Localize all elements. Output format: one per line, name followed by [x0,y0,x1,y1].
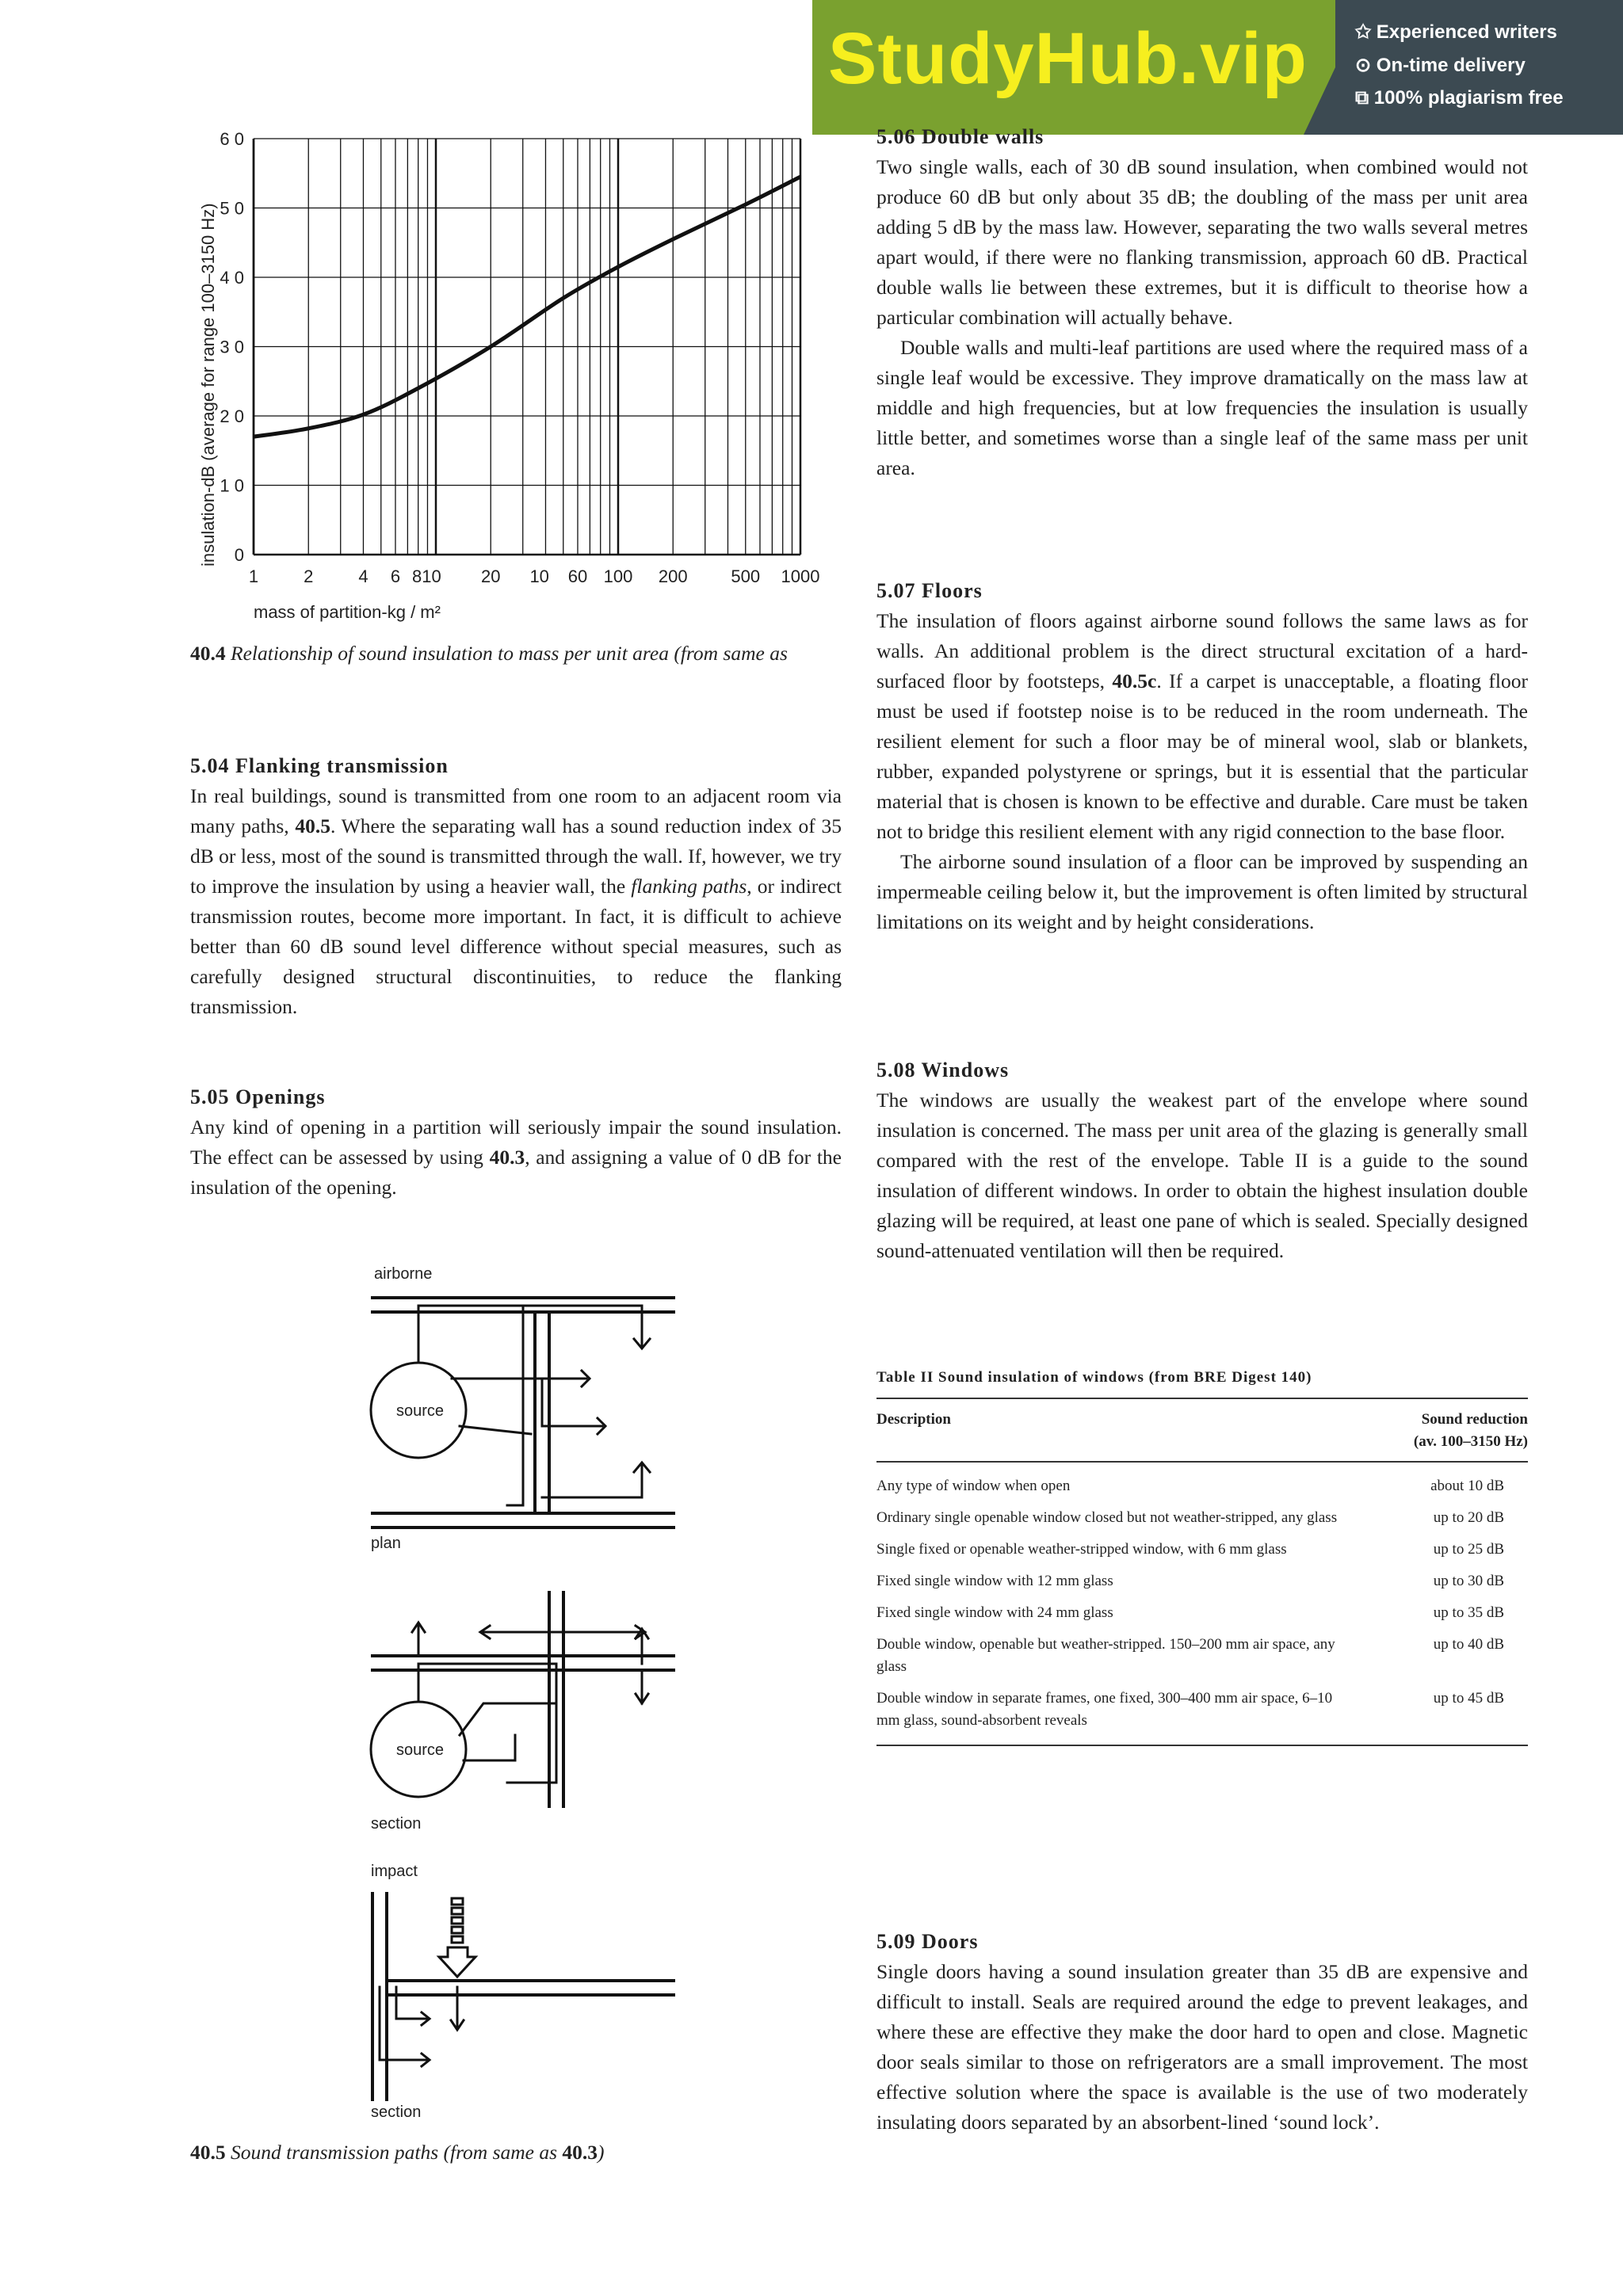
ref-40-5c: 40.5c [1112,669,1157,692]
chart-y-tick-label: 4 0 [220,268,244,288]
label-source-section: source [396,1741,445,1759]
chart-y-tick-label: 3 0 [220,337,244,357]
table-row: Fixed single window with 24 mm glass up to 35 dB [876,1604,1504,1621]
figure-40-4-caption [190,639,792,669]
chart-x-tick-label: 6 [390,566,401,586]
label-source-plan: source [396,1402,445,1420]
section-5-06-paragraph-1: Two single walls, each of 30 dB sound insulation, when combined would not produce 60 dB but only about 35 dB; the doubling of the mass per unit area adding 5 dB by the mass law. However, separating the two walls several metres apart would, if there were no flanking transmission, approach 60 dB. Practical double walls lie between these extremes, but it is difficult to theorise how a particular combination will actually behave. [876,155,1528,329]
chart-x-tick-label: 4 [358,566,369,586]
figure-40-5-ref: 40.3 [562,2141,598,2164]
table-row: Single fixed or openable weather-stripped window, with 6 mm glass up to 25 dB [876,1541,1504,1558]
chart-x-tick-label: 20 [480,566,501,586]
chart-x-tick-label: 60 [567,566,588,586]
section-5-04-heading: 5.04 Flanking transmission [190,754,449,777]
label-section-2: section [371,2103,422,2121]
section-5-04 [190,751,842,1022]
section-5-06-heading: 5.06 Double walls [876,125,1044,148]
studyhub-logo[interactable]: StudyHub.vip [828,18,1308,99]
label-section-1: section [371,1815,422,1833]
section-diagram [371,1592,674,1806]
section-5-08-paragraph: The windows are usually the weakest part of the envelope where sound insulation is concerned. The mass per unit area of the glazing is generally small compared with the rest of the envelope. Table II is a guide to the sound insulation of different windows. In order to obtain the highest insulation double glazing will be required, at least one pane of which is sealed. Specially designed sound-attenuated ventilation will then be required. [876,1089,1528,1262]
chart-y-tick-label: 2 0 [220,406,244,426]
section-5-04-paragraph: In real buildings, sound is transmitted from one room to an adjacent room via many paths, 40.5. Where the separating wall has a sound reduction index of 35 dB or less, most of the sound is transmitted through the wall. If, however, we try to improve the insulation by using a heavier wall, the flanking paths, or indirect transmission routes, become more important. In fact, it is difficult to achieve better than 60 dB sound level difference without special measures, such as carefully designed structural discontinuities, to reduce the flanking transmission. [190,784,842,1018]
figure-40-4-label: 40.4 [190,642,226,665]
chart-x-tick-label: 500 [731,566,761,586]
studyhub-banner[interactable] [812,0,1623,135]
section-5-05 [190,1082,842,1203]
label-plan: plan [371,1535,401,1552]
section-5-09 [876,1927,1528,2138]
table-ii-window-insulation [876,1369,1528,1746]
chart-y-tick-label: 5 0 [220,198,244,219]
figure-40-5-label: 40.5 [190,2141,226,2164]
section-5-06 [876,122,1528,483]
feature-plagiarism-free: ⧉ 100% plagiarism free [1355,87,1564,109]
section-5-07 [876,576,1528,937]
chart-y-tick-label: 0 [234,545,244,565]
chart-x-tick-label: 100 [603,566,633,586]
chart-y-axis-label: insulation-dB (average for range 100–3150 Hz) [198,203,218,566]
section-5-07-heading: 5.07 Floors [876,579,983,602]
chart-x-tick-label: 810 [412,566,441,586]
chart-x-tick-label: 1000 [781,566,820,586]
chart-x-tick-label: 2 [304,566,314,586]
section-5-08 [876,1055,1528,1266]
chart-y-tick-label: 6 0 [220,129,244,149]
table-row: Any type of window when open about 10 dB [876,1478,1504,1494]
chart-x-tick-label: 200 [658,566,688,586]
label-impact: impact [371,1863,418,1880]
sound-transmission-diagram [365,1260,697,2123]
table-ii-title: Table II Sound insulation of windows (from BRE Digest 140) [876,1369,1312,1386]
insulation-mass-chart [190,123,824,630]
section-5-09-heading: 5.09 Doors [876,1930,979,1953]
feature-on-time-delivery: ⊙ On-time delivery [1355,55,1526,76]
table-header-row [876,1409,1528,1453]
impact-diagram [372,1894,674,2100]
section-5-05-paragraph: Any kind of opening in a partition will seriously impair the sound insulation. The effect can be assessed by using 40.3, and assigning a value of 0 dB for the insulation of the opening. [190,1116,842,1199]
ref-40-3: 40.3 [489,1146,525,1169]
table-row: Double window in separate frames, one fixed, 300–400 mm air space, 6–10 mm glass, sound-absorbent reveals up to 45 dB [876,1690,1504,1729]
section-5-08-heading: 5.08 Windows [876,1058,1010,1081]
section-5-07-paragraph-1: The insulation of floors against airborne sound follows the same laws as for walls. An additional problem is the direct structural excitation of a hard-surfaced floor by footsteps, 40.5c. If a carpet is unacceptable, a floating floor must be used if footstep noise is to be reduced in the room underneath. The resilient element for such a floor may be of mineral wool, slab or blankets, rubber, expanded polystyrene or springs, but it is essential that the particular material that is chosen is known to be effective and durable. Care must be taken not to bridge this resilient element with any rigid connection to the base floor. [876,609,1528,843]
chart-x-tick-label: 1 [248,566,259,586]
figure-40-5-caption: 40.5 Sound transmission paths (from same as 40.3) [190,2141,605,2164]
figure-40-4-caption-text: Relationship of sound insulation to mass per unit area (from same as [231,642,788,665]
section-5-09-paragraph: Single doors having a sound insulation greater than 35 dB are expensive and difficult to install. Seals are required around the edge to prevent leakages, and where these are effective they make the door hard to open and close. Magnetic door seals similar to those on refrigerators are a small improvement. The most effective solution where the space is available is the use of two moderately insulating doors separated by an absorbent-lined ‘sound lock’. [876,1960,1528,2134]
label-airborne: airborne [374,1265,433,1283]
table-row: Ordinary single openable window closed but not weather-stripped, any glass up to 20 dB [876,1509,1504,1526]
table-row: Fixed single window with 12 mm glass up to 30 dB [876,1573,1504,1589]
table-row: Double window, openable but weather-stripped. 150–200 mm air space, any glass up to 40 dB [876,1636,1504,1675]
chart-x-tick-label: 10 [529,566,549,586]
section-5-07-paragraph-2: The airborne sound insulation of a floor can be improved by suspending an impermeable ceiling below it, but the improvement is often limited by structural limitations on its weight and by height considerations. [876,850,1528,933]
section-5-06-paragraph-2: Double walls and multi-leaf partitions are used where the required mass of a single leaf would be excessive. They improve dramatically on the mass law at middle and high frequencies, but at low frequencies the insulation is usually little better, and sometimes worse than a single leaf of the same mass per unit area. [876,336,1528,479]
chart-x-axis-label: mass of partition-kg / m² [254,602,441,622]
ref-40-5: 40.5 [295,814,330,837]
feature-experienced-writers: ✩ Experienced writers [1355,21,1557,43]
table-header-description: Description [876,1411,951,1428]
insulation-curve [254,177,800,437]
chart-y-tick-label: 1 0 [220,475,244,496]
table-header-sound-reduction: Sound reduction (av. 100–3150 Hz) [1413,1411,1528,1450]
section-5-05-heading: 5.05 Openings [190,1085,326,1108]
